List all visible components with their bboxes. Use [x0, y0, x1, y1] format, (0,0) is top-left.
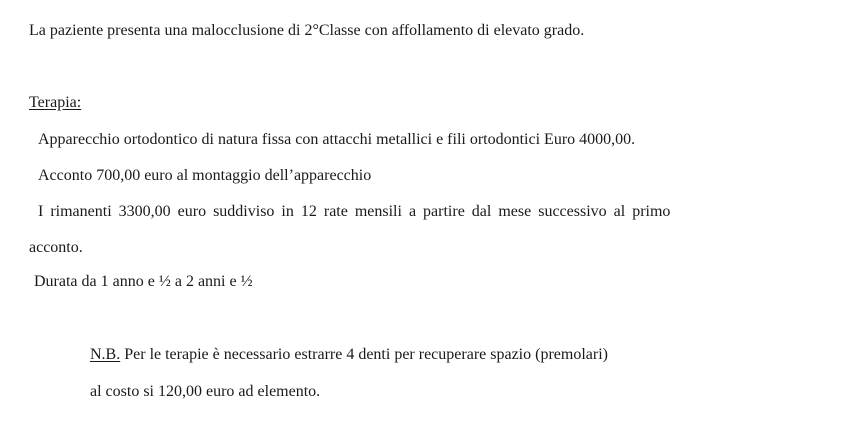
note-line-1 — [90, 347, 608, 363]
therapy-line-installments: I rimanenti 3300,00 euro suddiviso in 12 rate mensili a partire dal mese successivo al primo — [38, 203, 671, 220]
therapy-line-duration: Durata da 1 anno e ½ a 2 anni e ½ — [34, 273, 253, 290]
note-text: Per le terapie è necessario estrarre 4 denti per recuperare spazio (premolari) — [120, 346, 608, 363]
therapy-line-deposit: Acconto 700,00 euro al montaggio dell’apparecchio — [38, 167, 372, 184]
therapy-line-installments-continued: acconto. — [29, 239, 83, 256]
diagnosis-text: La paziente presenta una malocclusione di 2°Classe con affollamento di elevato grado. — [29, 22, 585, 39]
therapy-heading: Terapia: — [29, 94, 82, 111]
note-line-2: al costo si 120,00 euro ad elemento. — [90, 383, 321, 400]
therapy-line-appliance: Apparecchio ortodontico di natura fissa con attacchi metallici e fili ortodontici Euro 4000,00. — [38, 131, 636, 148]
note-label: N.B. — [90, 346, 121, 363]
